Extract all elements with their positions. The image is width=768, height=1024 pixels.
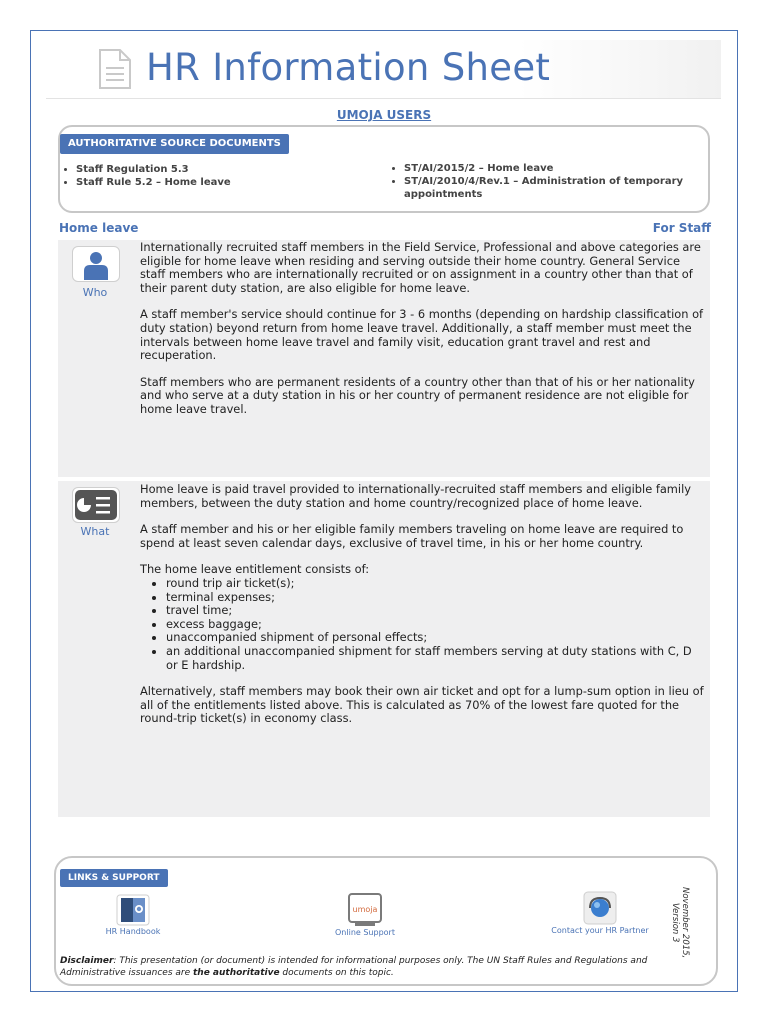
hr-handbook-link[interactable]	[78, 893, 188, 936]
page-subtitle: UMOJA USERS	[336, 108, 432, 122]
disclaimer-emphasis: the authoritative	[192, 968, 280, 978]
contact-hr-partner-link[interactable]	[535, 890, 665, 935]
who-text	[140, 241, 706, 430]
what-panel	[58, 481, 710, 817]
what-text	[140, 483, 706, 739]
version-text	[670, 887, 690, 958]
section-title: Home leave	[59, 221, 139, 235]
who-paragraph: Internationally recruited staff members in the Field Service, Professional and above categories are eligible for home leave when residing and serving outside their home country. General Service staff members who are internationally recruited or on assignment in a country other than that of their parent duty station, are also eligible for home leave.	[140, 240, 701, 295]
person-icon	[72, 246, 120, 282]
list-icon	[72, 487, 120, 523]
what-paragraph: Home leave is paid travel provided to internationally-recruited staff members and eligible family members, between the duty station and home country/recognized place of home leave.	[140, 482, 691, 510]
headset-icon	[582, 890, 618, 926]
section-audience: For Staff	[652, 221, 711, 235]
authoritative-sources-right	[390, 162, 694, 201]
list-item: • terminal expenses;	[166, 591, 706, 605]
disclaimer-lead: Disclaimer	[60, 956, 114, 966]
document-icon	[98, 48, 132, 90]
list-item: • unaccompanied shipment of personal effects;	[166, 631, 706, 645]
version-number: Version 3	[670, 902, 680, 943]
source-item: • ST/AI/2015/2 – Home leave	[404, 162, 694, 175]
list-item: • round trip air ticket(s);	[166, 577, 706, 591]
disclaimer	[60, 955, 680, 979]
list-item: • excess baggage;	[166, 618, 706, 632]
version-date: November 2015,	[680, 887, 690, 959]
source-item: • ST/AI/2010/4/Rev.1 – Administration of temporary appointments	[404, 175, 694, 201]
disclaimer-text-end: documents on this topic.	[279, 968, 394, 978]
who-label: Who	[82, 286, 108, 299]
disclaimer-text: : This presentation (or document) is intended for informational purposes only. The UN Staff Rules and Regulations and Administrative issuances are	[60, 956, 648, 978]
header-banner	[46, 40, 721, 99]
authoritative-sources-label: AUTHORITATIVE SOURCE DOCUMENTS	[60, 134, 289, 154]
hr-handbook-label: HR Handbook	[105, 927, 161, 936]
umoja-icon-text: umoja	[352, 905, 378, 914]
source-item: • Staff Rule 5.2 – Home leave	[76, 176, 356, 189]
who-paragraph: Staff members who are permanent residents of a country other than that of his or her nationality and who serve at a duty station in his or her country of permanent residence are not eligible for home leave travel.	[140, 374, 695, 416]
page-title: HR Information Sheet	[146, 46, 551, 89]
who-panel	[58, 240, 710, 477]
entitlement-list	[140, 577, 706, 672]
authoritative-sources-left	[62, 163, 356, 189]
handbook-icon	[115, 893, 151, 927]
what-label: What	[80, 525, 110, 538]
umoja-icon	[347, 892, 383, 928]
who-paragraph: A staff member's service should continue for 3 - 6 months (depending on hardship classification of duty station) beyond return from home leave travel. Additionally, a staff member must meet the intervals between home leave travel and family visit, education grant travel and rest and recuperation.	[140, 307, 704, 363]
source-item: • Staff Regulation 5.3	[76, 163, 356, 176]
list-item: • an additional unaccompanied shipment for staff members serving at duty stations with C, D or E hardship.	[166, 645, 706, 672]
list-item: • travel time;	[166, 604, 706, 618]
links-support-label: LINKS & SUPPORT	[60, 869, 168, 887]
online-support-link[interactable]	[310, 892, 420, 937]
section-header	[59, 221, 711, 237]
what-paragraph: Alternatively, staff members may book their own air ticket and opt for a lump-sum option in lieu of all of the entitlements listed above. This is calculated as 70% of the lowest fare quoted for the round-trip ticket(s) in economy class.	[140, 684, 704, 726]
what-paragraph: A staff member and his or her eligible family members traveling on home leave are required to spend at least seven calendar days, exclusive of travel time, in his or her home country.	[140, 522, 684, 550]
entitlement-intro: The home leave entitlement consists of:	[140, 562, 370, 577]
contact-hr-partner-label: Contact your HR Partner	[551, 926, 649, 935]
online-support-label: Online Support	[335, 928, 395, 937]
